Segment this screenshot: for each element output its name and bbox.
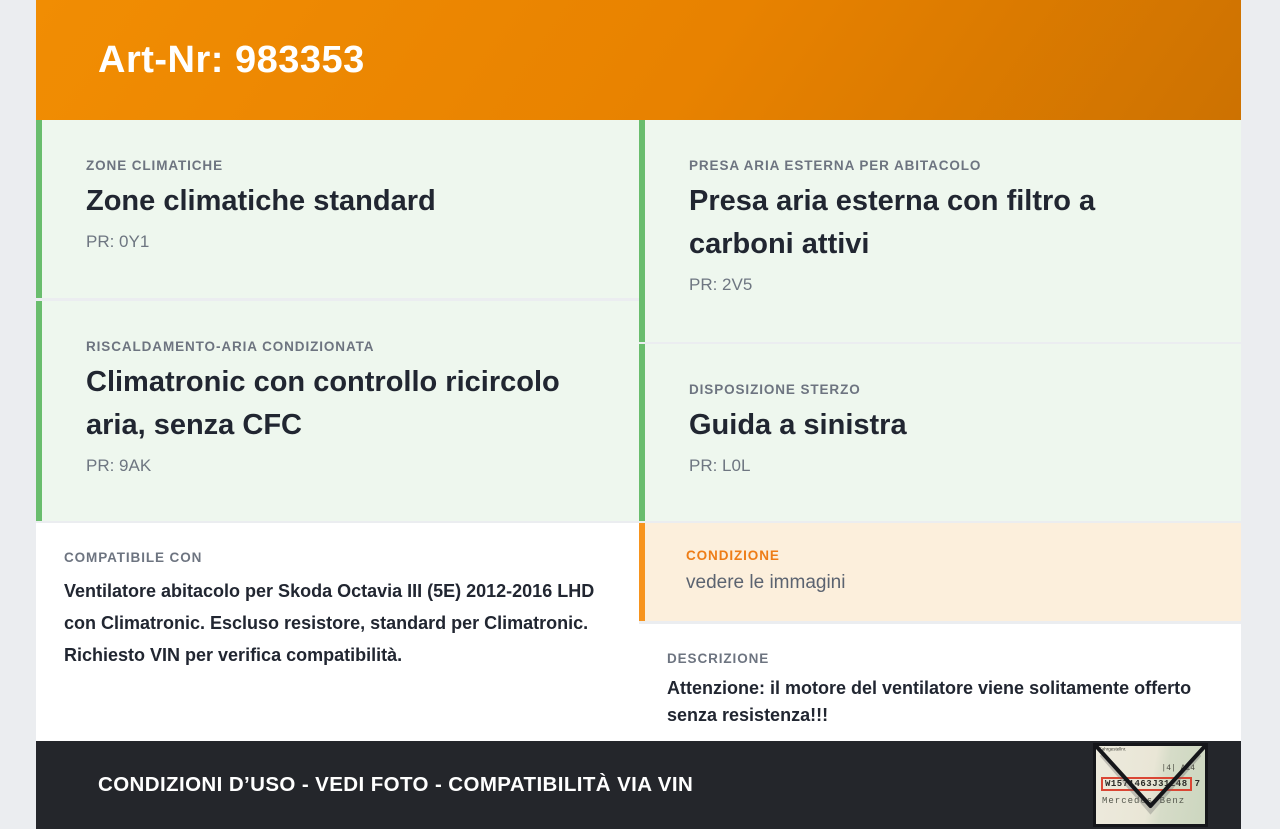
pr-code: PR: 9AK: [86, 456, 152, 475]
footer-notice: CONDIZIONI D’USO - VEDI FOTO - COMPATIBILITÀ VIA VIN: [98, 773, 694, 796]
envelope-cross-icon: [1096, 746, 1205, 824]
vin-document-image: [1093, 743, 1208, 827]
vin-highlight-box: W1571463J31248: [1101, 777, 1192, 791]
card-riscaldamento: [36, 301, 639, 521]
card-title: Zone climatiche standard: [86, 185, 436, 217]
card-label: DISPOSIZIONE STERZO: [689, 382, 861, 397]
card-title: Climatronic con controllo ricircolo aria, senza CFC: [86, 366, 560, 441]
card-compatibile-con: [36, 523, 639, 741]
doc-line-text: |4| A14: [1161, 764, 1195, 773]
card-descrizione: [639, 624, 1241, 741]
card-disposizione-sterzo: [639, 344, 1241, 521]
compatibility-text: Ventilatore abitacolo per Skoda Octavia III (5E) 2012-2016 LHD con Climatronic. Escluso resistore, standard per Climatronic. Richiesto VIN per verifica compatibilità.: [64, 581, 595, 665]
footer-bar: [36, 741, 1241, 829]
vin-suffix: 7: [1194, 779, 1201, 789]
description-text: Attenzione: il motore del ventilatore viene solitamente offerto senza resistenza!!!: [667, 678, 1192, 725]
card-label: RISCALDAMENTO-ARIA CONDIZIONATA: [86, 339, 375, 354]
card-label: ZONE CLIMATICHE: [86, 158, 223, 173]
condition-text: vedere le immagini: [686, 572, 846, 593]
card-label: COMPATIBILE CON: [64, 550, 203, 565]
doc-label-text: Fahrgestellnr.: [1099, 747, 1127, 752]
pr-code: PR: 0Y1: [86, 232, 150, 251]
card-presa-aria: [639, 120, 1241, 342]
pr-code: PR: 2V5: [689, 275, 753, 294]
article-number-title: Art-Nr: 983353: [98, 38, 365, 81]
card-title: Guida a sinistra: [689, 409, 907, 441]
header-band: [36, 0, 1241, 120]
brand-text: Mercedes-Benz: [1102, 796, 1186, 806]
right-column: [639, 120, 1241, 741]
card-zone-climatiche: [36, 120, 639, 298]
card-label: PRESA ARIA ESTERNA PER ABITACOLO: [689, 158, 982, 173]
card-label: CONDIZIONE: [686, 548, 780, 563]
card-label: DESCRIZIONE: [667, 651, 770, 666]
card-grid: [36, 120, 1241, 741]
left-column: [36, 120, 639, 741]
card-title: Presa aria esterna con filtro a carboni attivi: [689, 185, 1096, 260]
card-condizione: [639, 523, 1241, 621]
pr-code: PR: L0L: [689, 456, 751, 475]
